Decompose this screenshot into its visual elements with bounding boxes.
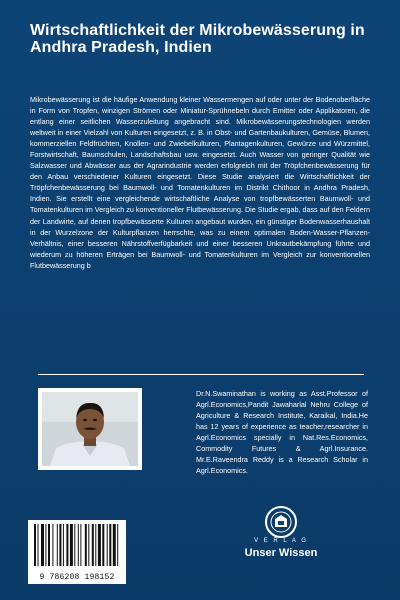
publisher-verlag-label: V E R L A G	[254, 538, 308, 544]
book-title: Wirtschaftlichkeit der Mikrobewässerung in Andhra Pradesh, Indien	[30, 22, 365, 56]
publisher-name: Unser Wissen	[244, 547, 318, 559]
isbn-barcode-icon	[34, 524, 120, 570]
isbn-barcode	[28, 520, 126, 584]
publisher-seal-icon	[258, 505, 304, 539]
author-bio: Dr.N.Swaminathan is working as Asst.Professor of Agrl.Economics,Pandit Jawaharlal Nehru College of Agriculture & Research Institute, Karaikal, India.He has 12 years of experience as teacher,researcher in Agrl.Economics specially in Nat.Res.Economics, Commodity Futures & Agrl.Insurance. Mr.E.Raveendra Reddy is a Research Scholar in Agrl.Economics.	[196, 389, 368, 475]
author-portrait-photo	[42, 392, 138, 466]
section-divider	[38, 374, 364, 375]
book-abstract: Mikrobewässerung ist die häufige Anwendung kleiner Wassermengen auf oder unter der Bodenoberfläche in Form von Tropfen, winzigen Strömen oder Miniatur-Sprühnebeln durch Emitter oder Applikatoren, die entlang einer seitlichen Wasserzuleitung angebracht sind. Mikrobewässerungstechnologien werden weltweit in einer Vielzahl von Kulturen eingesetzt, z. B. in Obst- und Gartenbaukulturen, Gemüse, Blumen, kommerziellen Feldfrüchten, Knollen- und Zwiebelkulturen, Plantagenkulturen, Gewürze und Würzmittel, Forstwirtschaft, Baumschulen, Landschaftsbau usw. eingesetzt. Auch Wasser von geringer Qualität wie Salzwasser und Abwässer aus der Agrarindustrie werden erfolgreich mit der Tröpfchenbewässerung für den Anbau verschiedener Kulturen eingesetzt. Diese Studie analysiert die Wirtschaftlichkeit der Tröpfchenbewässerung bei Baumwoll- und Tomatenkulturen im Distrikt Chithoor in Andhra Pradesh, Indien. Sie erstellt eine vergleichende wirtschaftliche Analyse von tropfbewässerten Baumwoll- und Tomatenkulturen im Vergleich zu konventioneller Flutbewässerung. Die Studie ergab, dass auf den Feldern der Landwirte, auf denen tropfbewässerte Kulturen angebaut wurden, ein günstiger Bodenwasserhaushalt in der Wurzelzone der Kulturpflanzen herrschte, was zu einem optimalen Boden-Wasser-Pflanzen-Verhältnis, einer besseren Nährstoffverfügbarkeit und einer besseren Unkrautbekämpfung führte und wiederum zu höheren Erträgen bei Baumwoll- und Tomatenkulturen im Vergleich zur konventionellen Flutbewässerung b	[30, 95, 371, 270]
barcode-number: 9 786208 198152	[39, 573, 115, 582]
author-portrait-image	[42, 392, 138, 466]
